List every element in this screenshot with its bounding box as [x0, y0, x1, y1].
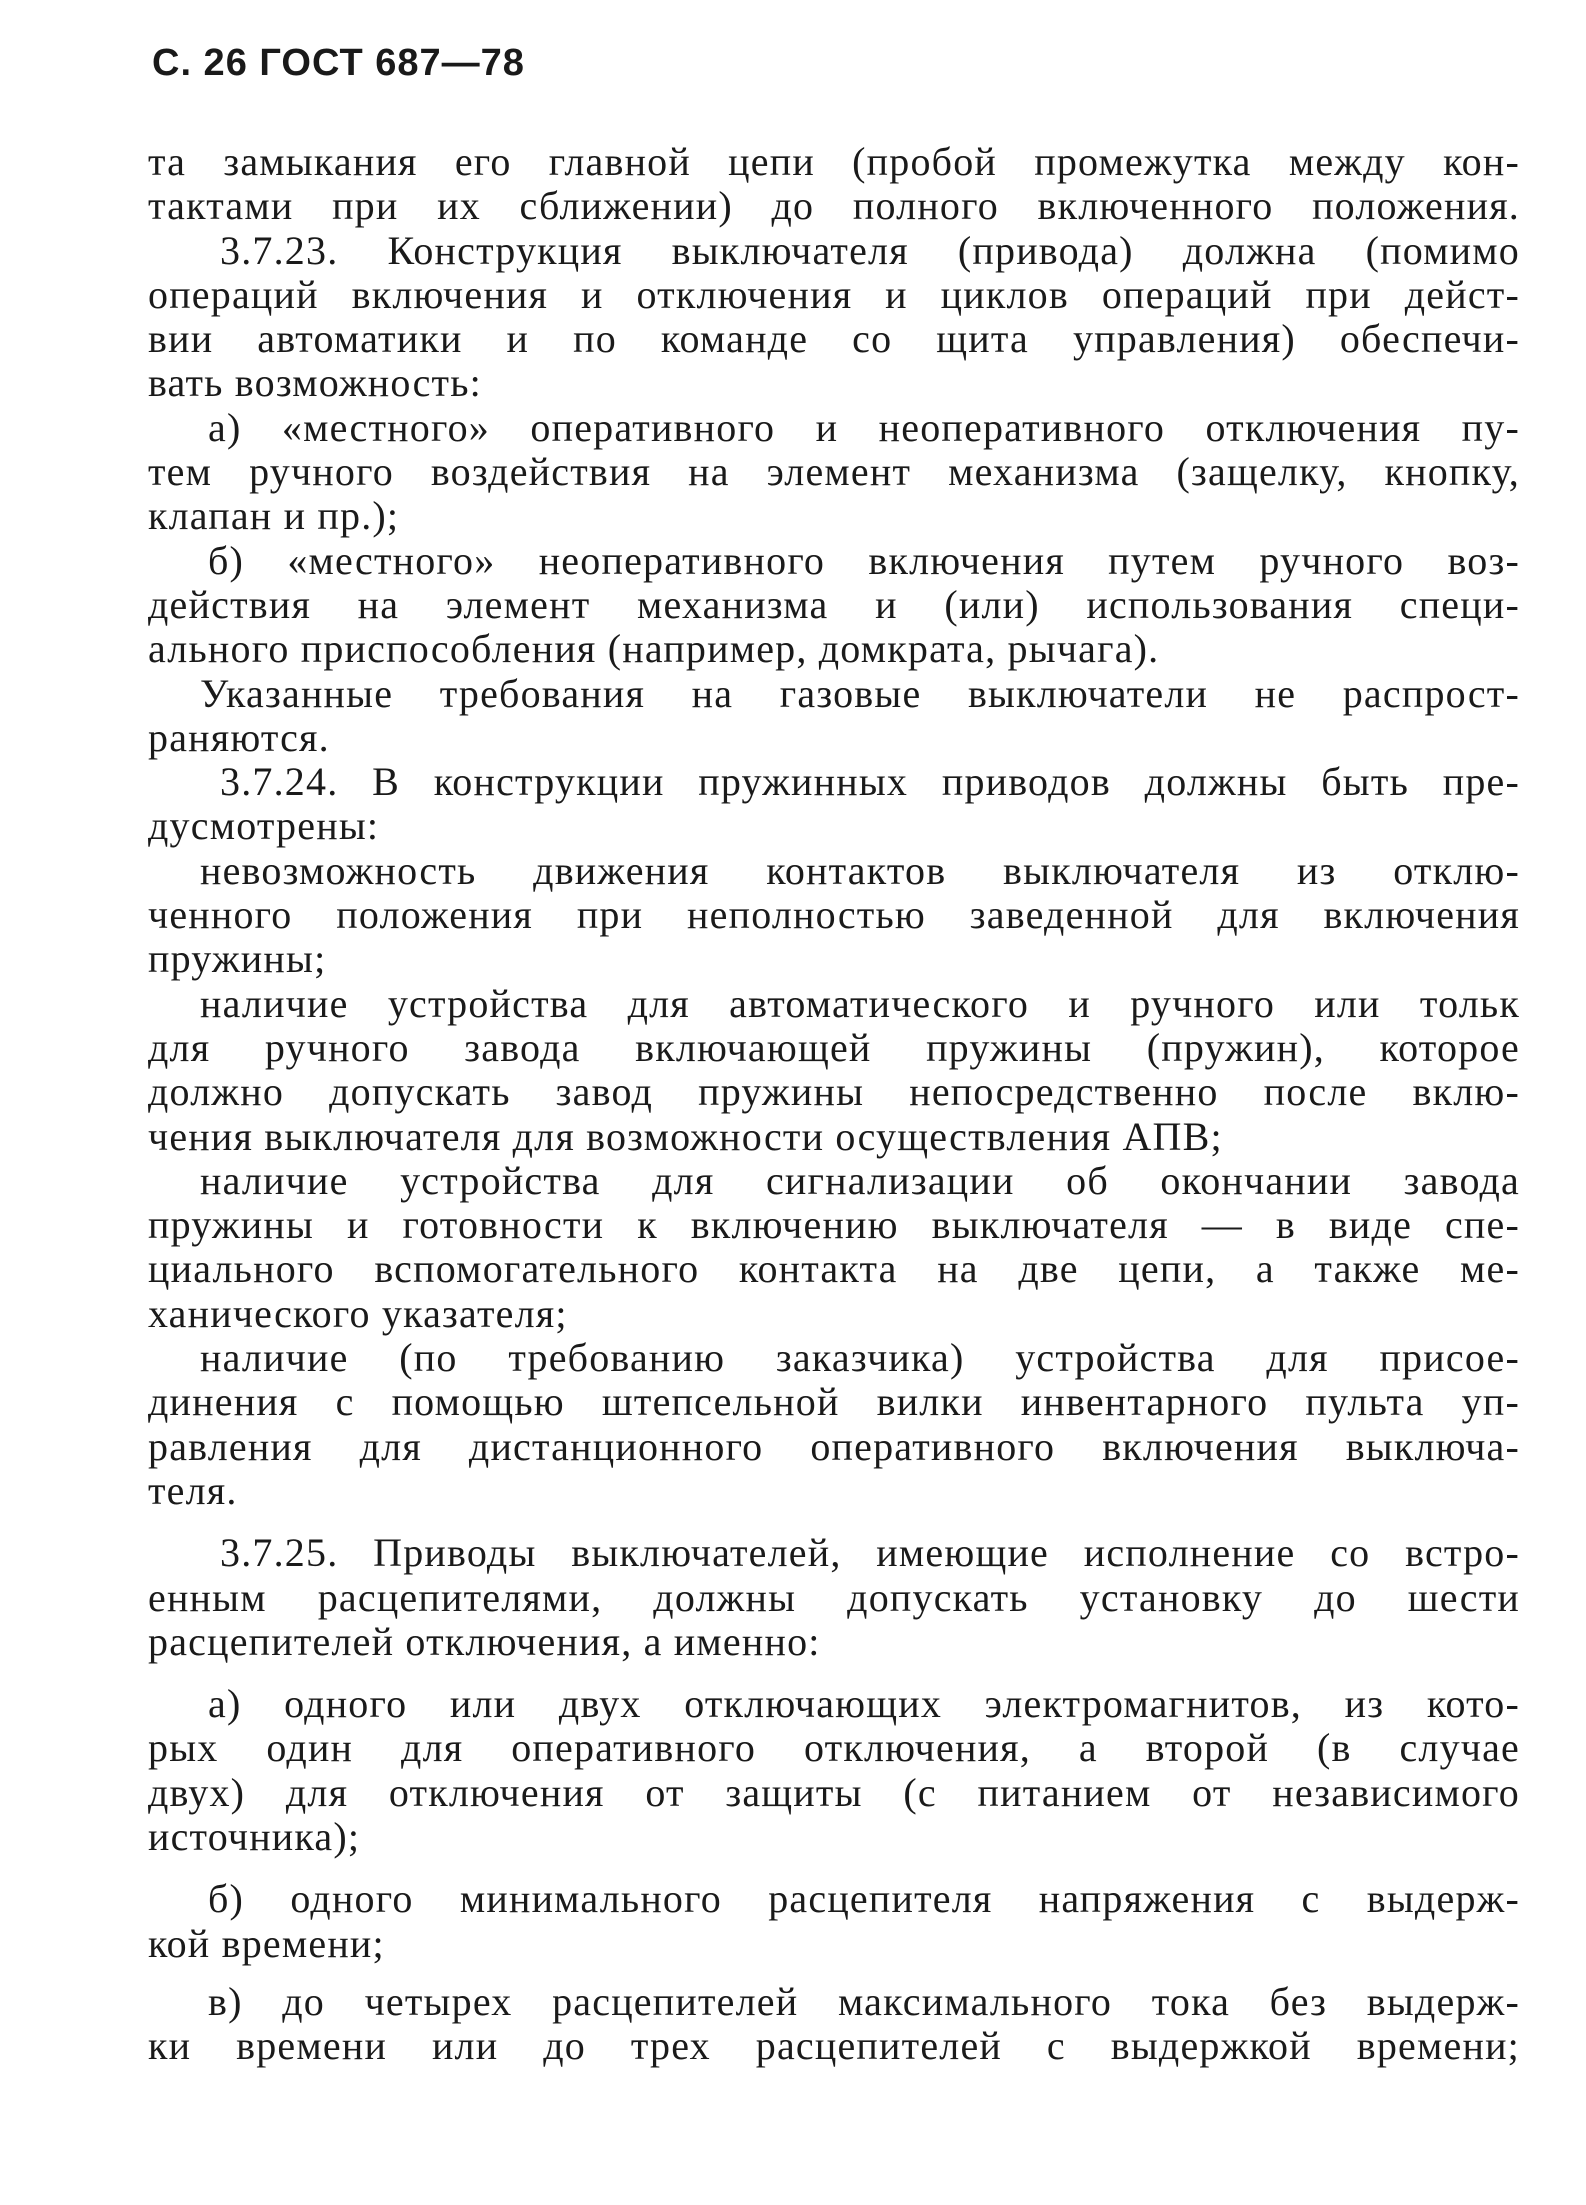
- document-body: [148, 140, 1520, 2068]
- text-line: действия на элемент механизма и (или) использования специ-: [148, 581, 1520, 627]
- text-line: 3.7.23. Конструкция выключателя (привода) должна (помимо: [220, 227, 1520, 273]
- text-line: чения выключателя для возможности осуществления АПВ;: [148, 1113, 1223, 1159]
- text-line: а) «местного» оперативного и неоперативного отключения пу-: [208, 404, 1520, 450]
- text-line: пружины и готовности к включению выключателя — в виде спе-: [148, 1202, 1520, 1248]
- text-line: расцепителей отключения, а именно:: [148, 1618, 821, 1664]
- text-line: ханического указателя;: [148, 1290, 568, 1336]
- text-line: наличие (по требованию заказчика) устройства для присое-: [200, 1335, 1520, 1381]
- text-line: раняются.: [148, 714, 330, 760]
- text-line: 3.7.24. В конструкции пружинных приводов должны быть пре-: [220, 759, 1520, 805]
- text-line: равления для дистанционного оперативного включения выключа-: [148, 1423, 1520, 1469]
- text-line: операций включения и отключения и циклов операций при дейст-: [148, 271, 1520, 317]
- text-line: тем ручного воздействия на элемент механизма (защелку, кнопку,: [148, 449, 1520, 495]
- text-line: для ручного завода включающей пружины (пружин), которое: [148, 1024, 1520, 1070]
- text-line: тактами при их сближении) до полного включенного положения.: [148, 183, 1520, 229]
- text-line: должно допускать завод пружины непосредственно после вклю-: [148, 1069, 1520, 1115]
- text-line: пружины;: [148, 936, 327, 982]
- text-line: Указанные требования на газовые выключатели не распрост-: [200, 670, 1520, 716]
- text-line: циального вспомогательного контакта на две цепи, а также ме-: [148, 1246, 1520, 1292]
- text-line: вать возможность:: [148, 360, 482, 406]
- text-line: дусмотрены:: [148, 803, 380, 849]
- page-header: С. 26 ГОСТ 687—78: [152, 42, 525, 84]
- text-line: рых один для оперативного отключения, а второй (в случае: [148, 1725, 1520, 1771]
- text-line: динения с помощью штепсельной вилки инвентарного пульта уп-: [148, 1379, 1520, 1425]
- text-line: а) одного или двух отключающих электромагнитов, из кото-: [208, 1681, 1520, 1727]
- text-line: б) «местного» неоперативного включения путем ручного воз-: [208, 537, 1520, 583]
- text-line: енным расцепителями, должны допускать установку до шести: [148, 1574, 1520, 1620]
- text-line: невозможность движения контактов выключателя из отклю-: [200, 847, 1520, 893]
- text-line: ального приспособления (например, домкрата, рычага).: [148, 626, 1160, 672]
- text-line: 3.7.25. Приводы выключателей, имеющие исполнение со встро-: [220, 1530, 1520, 1576]
- text-line: источника);: [148, 1813, 361, 1859]
- text-line: ки времени или до трех расцепителей с выдержкой времени;: [148, 2023, 1520, 2069]
- text-line: теля.: [148, 1467, 238, 1513]
- text-line: ченного положения при неполностью заведенной для включения: [148, 892, 1520, 938]
- text-line: клапан и пр.);: [148, 493, 400, 539]
- text-line: двух) для отключения от защиты (с питанием от независимого: [148, 1769, 1520, 1815]
- text-line: та замыкания его главной цепи (пробой промежутка между кон-: [148, 139, 1520, 184]
- text-line: в) до четырех расцепителей максимального тока без выдерж-: [208, 1978, 1520, 2024]
- text-line: б) одного минимального расцепителя напряжения с выдерж-: [208, 1876, 1520, 1922]
- text-line: наличие устройства для автоматического и ручного или тольк: [200, 980, 1520, 1026]
- text-line: вии автоматики и по команде со щита управления) обеспечи-: [148, 316, 1520, 362]
- text-line: кой времени;: [148, 1920, 385, 1966]
- text-line: наличие устройства для сигнализации об окончании завода: [200, 1157, 1520, 1203]
